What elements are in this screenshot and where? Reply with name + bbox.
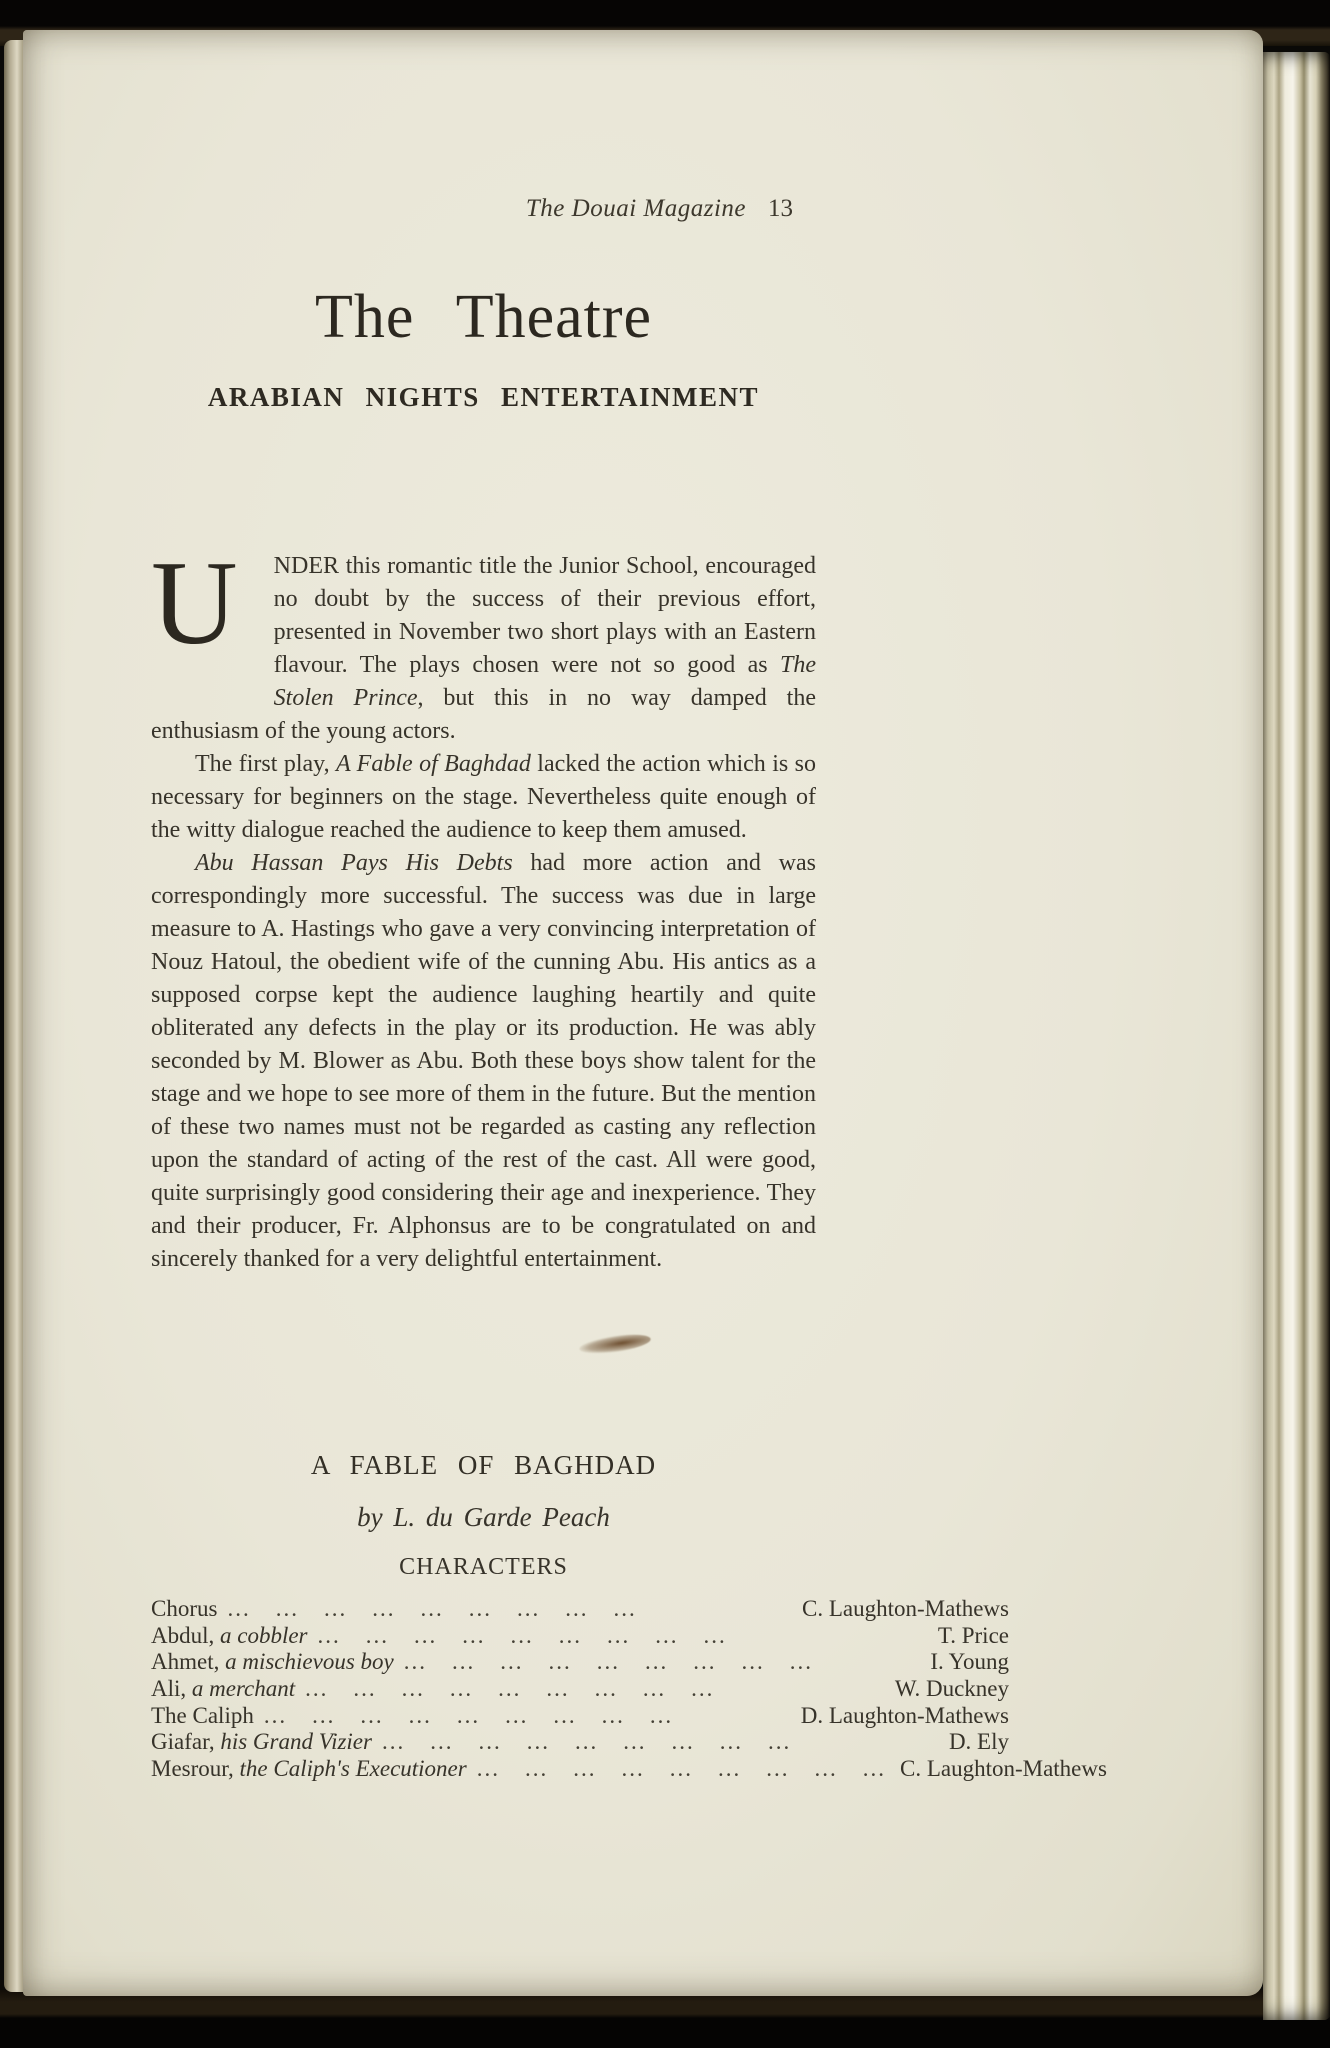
dotted-leader: ... ... ... ... ... ... ... ... ... bbox=[317, 1622, 727, 1648]
magazine-title: The Douai Magazine bbox=[525, 195, 746, 222]
cast-role-desc: a cobbler bbox=[220, 1622, 308, 1648]
cast-actor: C. Laughton-Mathews bbox=[899, 1756, 1107, 1782]
paragraph-3-text: had more action and was correspondingly more successful. The success was due in large measure to A. Hastings who gave a very convincing interpretation of Nouz Hatoul, the obedient wife of the cunning Abu. His antics as a supposed corpse kept the audience laughing heartily and quite obliterated any defects in the play or its production. He was ably seconded by M. Blower as Abu. Both these boys show talent for the stage and we hope to see more of them in the future. But the mention of these two names must not be regarded as casting any reflection upon the standard of acting of the rest of the cast. All were good, quite surprisingly good considering their age and inexperience. They and their producer, Fr. Alphonsus are to be congratulated on and sincerely thanked for a very delightful entertainment. bbox=[151, 850, 816, 1272]
cast-role: Ahmet, a mischievous boy bbox=[151, 1649, 394, 1675]
cast-row bbox=[151, 1596, 1009, 1623]
cast-row bbox=[151, 1729, 1009, 1756]
cast-role-desc: a mischievous boy bbox=[225, 1649, 394, 1675]
page-stack-edges bbox=[1263, 52, 1330, 2020]
paragraph-2-text: The first play, bbox=[195, 751, 337, 777]
cast-row bbox=[151, 1676, 1009, 1703]
cast-role-desc: a merchant bbox=[191, 1676, 296, 1702]
play-title-italic: The Stolen Prince bbox=[273, 652, 816, 711]
article-subtitle: ARABIAN NIGHTS ENTERTAINMENT bbox=[207, 382, 760, 412]
drop-cap: U bbox=[151, 536, 238, 669]
article-body bbox=[151, 536, 816, 1276]
paragraph-3 bbox=[151, 847, 816, 1276]
gutter-page-edge bbox=[4, 40, 23, 1992]
dotted-leader: ... ... ... ... ... ... ... ... ... bbox=[403, 1649, 813, 1675]
cast-actor: C. Laughton-Mathews bbox=[802, 1596, 1009, 1621]
article-title: The Theatre bbox=[314, 283, 653, 351]
cast-role: Giafar, his Grand Vizier bbox=[151, 1729, 372, 1755]
scanned-page bbox=[23, 30, 1263, 1996]
cast-role-desc: his Grand Vizier bbox=[220, 1729, 372, 1755]
dotted-leader: ... ... ... ... ... ... ... ... ... bbox=[381, 1729, 792, 1755]
cast-role: Mesrour, the Caliph's Executioner bbox=[151, 1756, 467, 1782]
cast-row bbox=[151, 1649, 1009, 1676]
ink-stain bbox=[578, 1331, 652, 1357]
cast-actor: D. Laughton-Mathews bbox=[800, 1702, 1009, 1728]
cast-role: Ali, a merchant bbox=[151, 1676, 296, 1702]
dotted-leader: ... ... ... ... ... ... ... ... ... bbox=[305, 1676, 715, 1702]
running-header bbox=[23, 195, 793, 223]
cast-role: Chorus bbox=[151, 1596, 218, 1621]
book-cover-bottom-edge bbox=[0, 1990, 1330, 2048]
cast-role-desc: the Caliph's Executioner bbox=[239, 1756, 467, 1782]
play-byline: by L. du Garde Peach bbox=[357, 1502, 610, 1532]
cast-row bbox=[151, 1703, 1009, 1730]
cast-row bbox=[151, 1756, 1107, 1783]
page-number: 13 bbox=[768, 195, 793, 222]
dotted-leader: ... ... ... ... ... ... ... ... ... bbox=[227, 1596, 637, 1621]
cast-actor: D. Ely bbox=[948, 1729, 1009, 1755]
paragraph-2-text-end: lacked the action which is so necessary for beginners on the stage. Nevertheless quite enough of the witty dialogue reached the audience to keep them amused. bbox=[151, 751, 816, 843]
play-heading: A FABLE OF BAGHDAD bbox=[310, 1450, 657, 1480]
dotted-leader: ... ... ... ... ... ... ... ... ... bbox=[263, 1702, 674, 1728]
paragraph-1-text: NDER this romantic title the Junior School, encouraged no doubt by the success of their previous effort, presented in November two short plays with an Eastern flavour. The plays chosen were not so good as bbox=[273, 553, 816, 678]
dotted-leader: ... ... ... ... ... ... ... ... ... bbox=[476, 1756, 886, 1782]
cast-role: Abdul, a cobbler bbox=[151, 1622, 308, 1648]
paragraph-1-text-end: , but this in no way damped the enthusiasm of the young actors. bbox=[151, 685, 816, 744]
play-title-italic: Abu Hassan Pays His Debts bbox=[195, 850, 513, 876]
cast-actor: T. Price bbox=[937, 1622, 1009, 1648]
cast-actor: W. Duckney bbox=[894, 1676, 1009, 1702]
cast-heading: CHARACTERS bbox=[399, 1554, 568, 1580]
paragraph-1 bbox=[151, 536, 816, 748]
paragraph-2 bbox=[151, 748, 816, 847]
cast-role: The Caliph bbox=[151, 1702, 254, 1728]
cast-row bbox=[151, 1623, 1009, 1650]
cast-actor: I. Young bbox=[930, 1649, 1009, 1675]
cast-list bbox=[151, 1596, 1107, 1783]
play-title-italic: A Fable of Baghdad bbox=[336, 751, 531, 777]
